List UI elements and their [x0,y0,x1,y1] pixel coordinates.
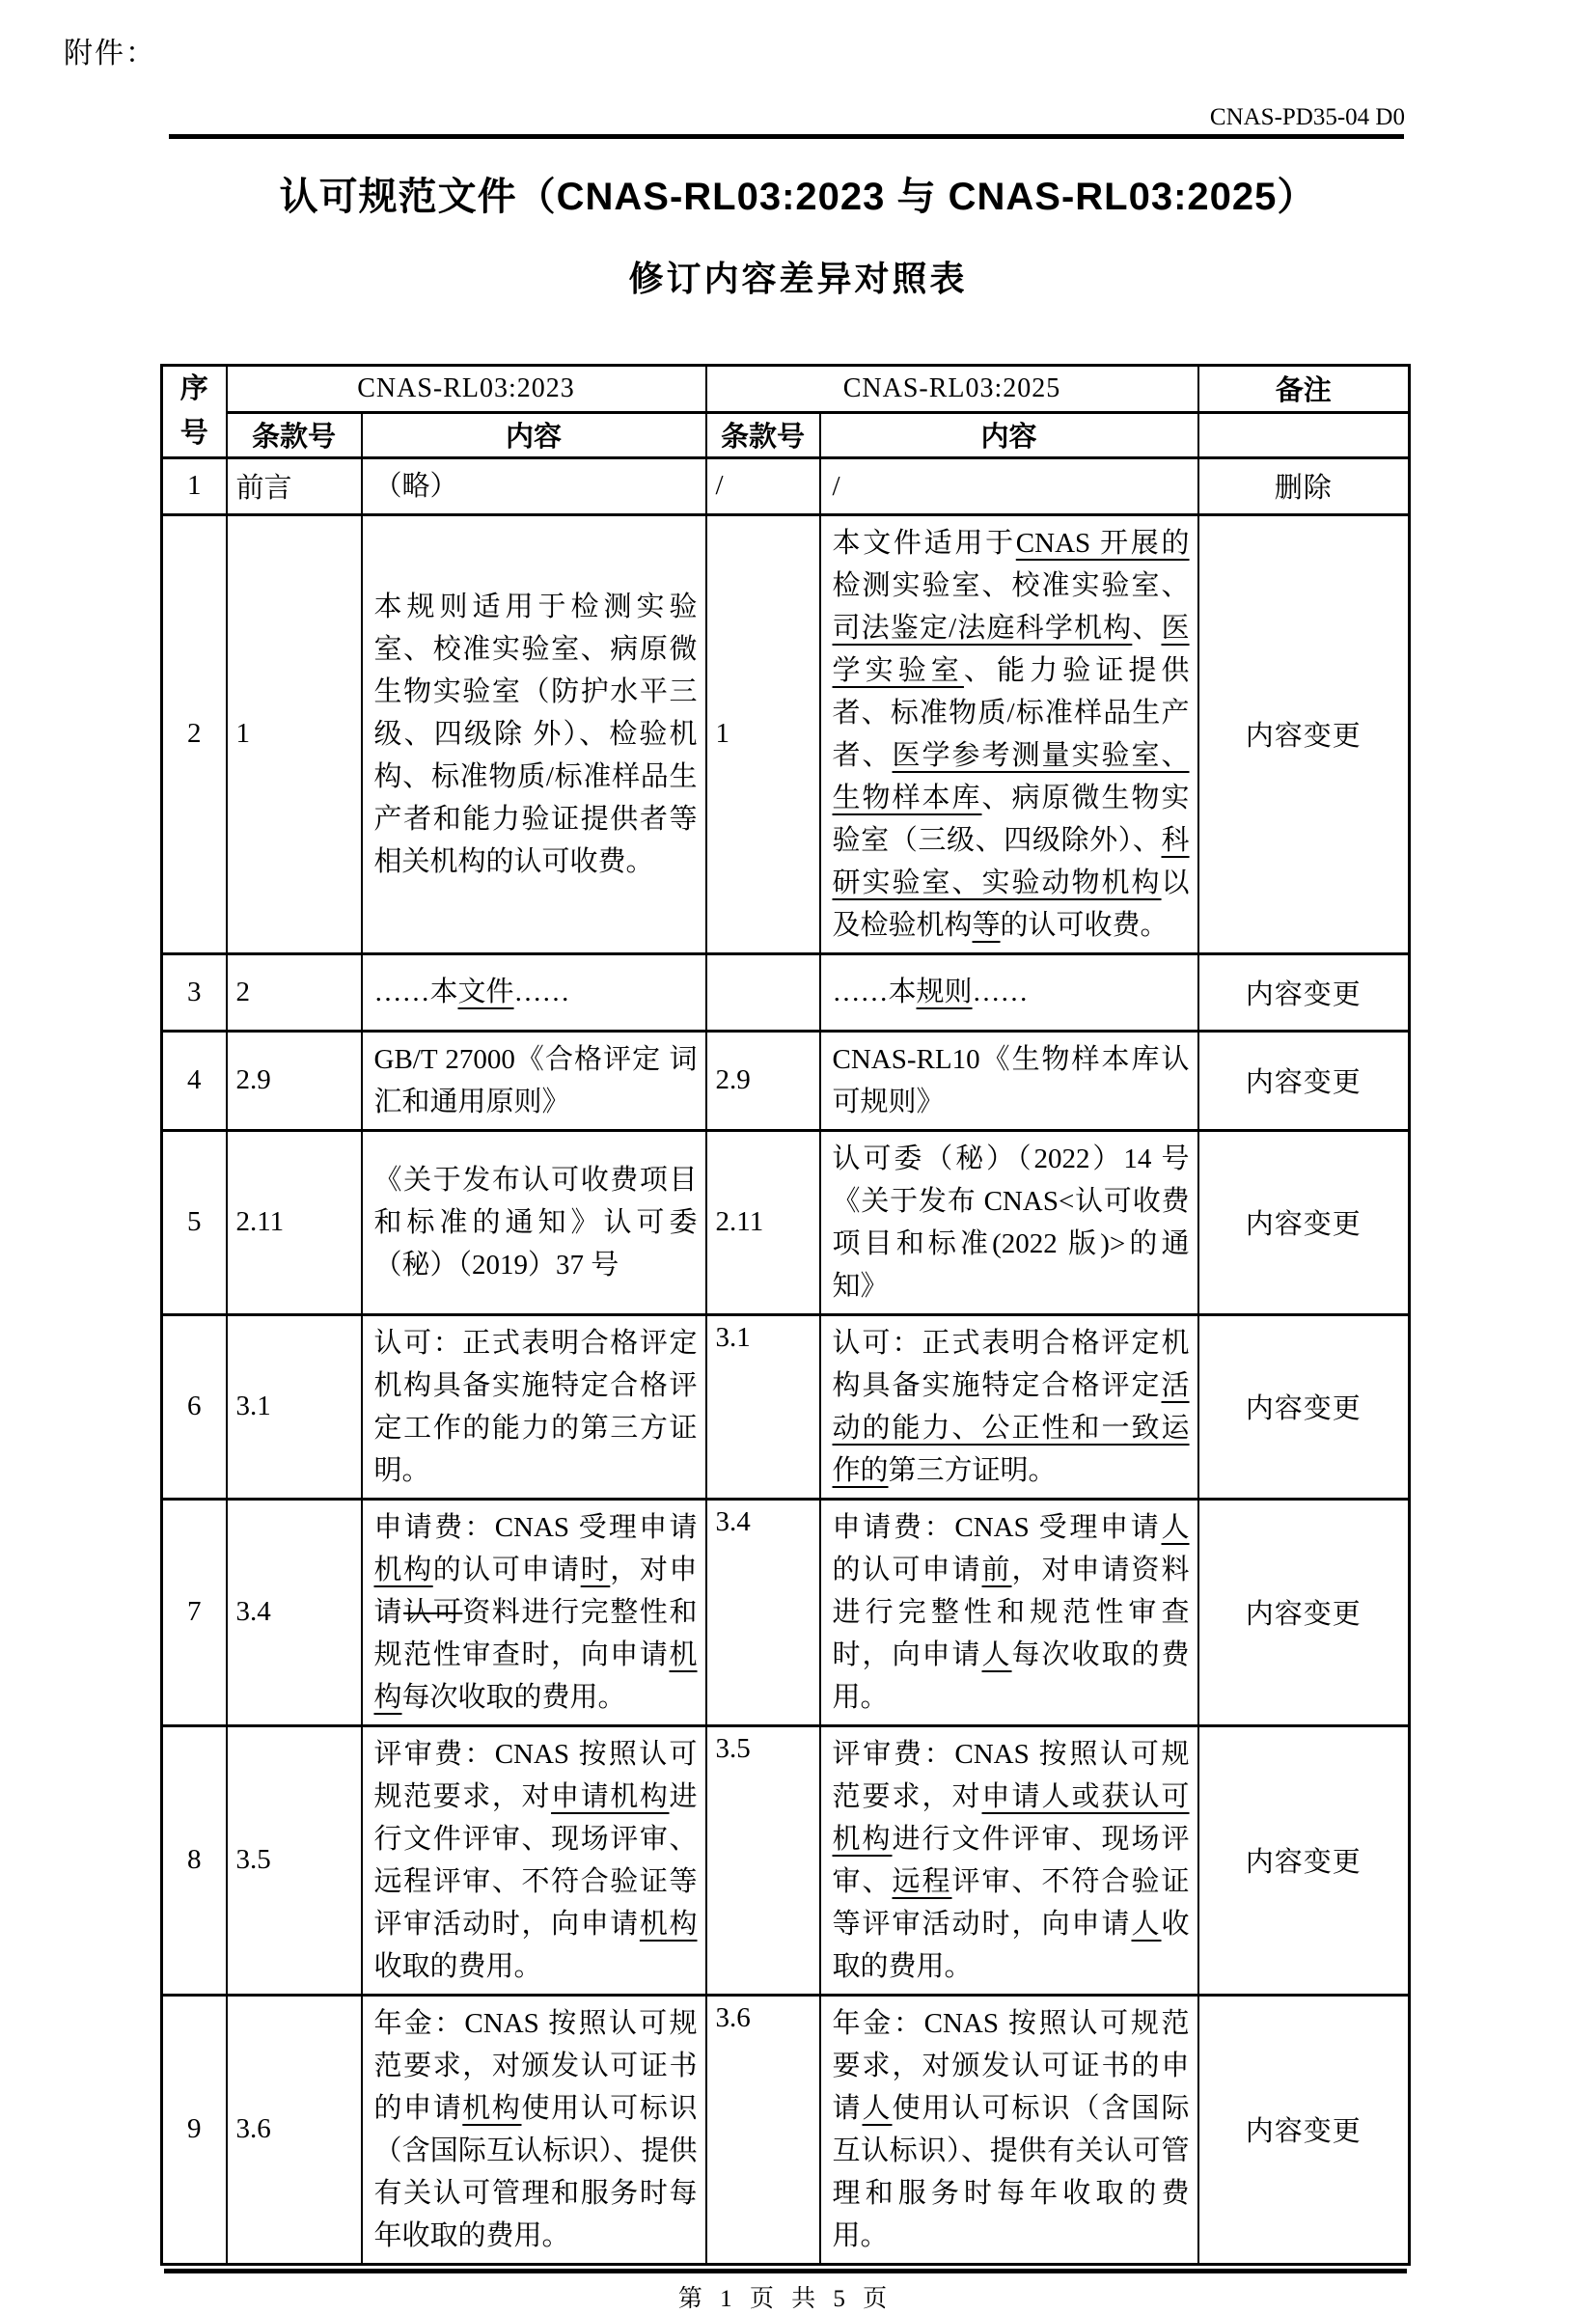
table-header-row-top [162,366,1410,413]
header-seq: 序号 [162,366,227,458]
clause-2025-cell: 1 [706,514,820,953]
table-row [162,953,1410,1031]
remark-cell: 内容变更 [1198,1499,1410,1725]
clause-2023-cell: 3.5 [227,1725,362,1995]
deleted-text: 认可 [403,1596,463,1628]
inserted-text: 人 [1131,1908,1162,1940]
table-row [162,514,1410,953]
clause-2023-cell: 3.6 [227,1995,362,2264]
header-remark-sub [1198,412,1410,457]
content-2025-cell [820,1031,1198,1130]
content-2025-cell [820,1995,1198,2264]
document-subtitle: 修订内容差异对照表 [628,259,968,298]
text-run: 使用认可标识（含国际互认标识）、提供有关认可管理和服务时每年收取的费用。 [832,2092,1190,2251]
text-run: 年金：CNAS 按照认可规范要求，对颁发认可证书的申请 [373,2007,698,2124]
text-run: 评审、不符合验证等评审活动时，向申请 [832,1865,1190,1940]
seq-cell: 9 [162,1995,227,2264]
text-run: 、 [1132,612,1162,644]
inserted-text: 前 [981,1554,1012,1585]
seq-cell: 1 [162,457,227,514]
diff-table-body [162,457,1410,2264]
footer-rule [164,2269,1407,2273]
remark-cell: 内容变更 [1198,1995,1410,2264]
clause-2025-cell: / [706,457,820,514]
inserted-text: 机构 [373,1554,433,1585]
text-run: 的认可申请 [432,1554,581,1585]
inserted-text: 机构 [639,1908,698,1940]
attachment-label: 附件： [64,38,156,69]
clause-2023-cell: 2 [227,953,362,1031]
text-run: ，对申请资料进行完整性和规范性审查时，向申请 [832,1554,1190,1670]
seq-cell: 5 [162,1130,227,1314]
table-header-row-sub [162,412,1410,457]
content-2023-cell [362,953,706,1031]
text-run: 检测实验室、校准实验室、 [832,569,1190,601]
content-2023-cell [362,1499,706,1725]
text-run: 认可委（秘）（2022）14 号《关于发布 CNAS<认可收费项目和标准(2022 版)>的通知》 [832,1143,1190,1302]
content-2023-cell [362,514,706,953]
clause-2023-cell: 3.1 [227,1314,362,1499]
clause-2023-cell: 2.9 [227,1031,362,1130]
content-2025-cell [820,953,1198,1031]
table-row [162,1314,1410,1499]
inserted-text: 科研实验室、实验动物机构 [832,824,1190,898]
text-run: 资料进行完整性和规范性审查时，向申请 [373,1596,698,1670]
inserted-text: 等 [972,909,1001,941]
clause-2023-cell: 前言 [227,457,362,514]
text-run: 使用认可标识（含国际互认标识）、提供有关认可管理和服务时每年收取的费用。 [373,2092,698,2251]
text-run: 的认可申请 [832,1554,982,1585]
text-run: GB/T 27000《合格评定 词汇和通用原则》 [373,1043,698,1117]
document-title: 认可规范文件（CNAS-RL03:2023 与 CNAS-RL03:2025） [279,176,1317,218]
inserted-text: 活动的能力、公正性和一致运作的 [832,1369,1190,1486]
content-2023-cell [362,1995,706,2264]
content-2025-cell [820,457,1198,514]
content-2025-cell [820,1130,1198,1314]
text-run: 申请费：CNAS 受理申请 [832,1511,1162,1543]
content-2025-cell [820,1314,1198,1499]
text-run: 、能力验证提供者、标准物质/标准样品生产者、 [832,654,1190,771]
inserted-text: 医学实验室 [832,612,1190,686]
header-content-2023: 内容 [362,412,706,457]
text-run: 的认可收费。 [1000,909,1169,941]
remark-cell: 删除 [1198,457,1410,514]
inserted-text: 人 [981,1639,1012,1670]
text-run: CNAS-RL10《生物样本库认可规则》 [832,1043,1190,1117]
table-row [162,457,1410,514]
header-clause-2023: 条款号 [227,412,362,457]
header-cnas-rl03-2023: CNAS-RL03:2023 [227,366,706,413]
seq-cell: 6 [162,1314,227,1499]
inserted-text: 申请机构 [551,1780,670,1812]
clause-2025-cell: 3.4 [706,1499,820,1725]
remark-cell: 内容变更 [1198,1130,1410,1314]
table-row [162,1499,1410,1725]
remark-cell: 内容变更 [1198,1314,1410,1499]
remark-cell: 内容变更 [1198,514,1410,953]
text-run: ……本 [832,977,917,1008]
text-run: 年金：CNAS 按照认可规范要求，对颁发认可证书的申请 [832,2007,1190,2124]
remark-cell: 内容变更 [1198,1725,1410,1995]
text-run: 评审费：CNAS 按照认可规范要求，对 [373,1738,698,1812]
text-run: 每次收取的费用。 [832,1639,1190,1713]
inserted-text: 医学参考测量实验室、生物样本库 [832,739,1190,813]
header-clause-2025: 条款号 [706,412,820,457]
seq-cell: 4 [162,1031,227,1130]
inserted-text: 文件 [457,977,514,1008]
seq-cell: 8 [162,1725,227,1995]
text-run: ，对申请 [373,1554,698,1628]
table-row [162,1725,1410,1995]
clause-2025-cell: 3.1 [706,1314,820,1499]
content-2023-cell [362,1031,706,1130]
text-run: 本规则适用于检测实验室、校准实验室、病原微生物实验室（防护水平三级、四级除 外）、检验机构、标准物质/标准样品生产者和能力验证提供者等相关机构的认可收费。 [373,591,698,877]
inserted-text: 机构 [373,1639,698,1713]
text-run: 进行文件评审、现场评审、远程评审、不符合验证等评审活动时，向申请 [373,1780,698,1940]
text-run: 申请费：CNAS 受理申请 [373,1511,698,1543]
clause-2025-cell: 2.9 [706,1031,820,1130]
content-2023-cell [362,457,706,514]
content-2023-cell [362,1130,706,1314]
content-2025-cell [820,1725,1198,1995]
text-run: 《关于发布认可收费项目和标准的通知》认可委（秘）（2019）37 号 [373,1164,698,1281]
clause-2025-cell: 3.5 [706,1725,820,1995]
content-2025-cell [820,1499,1198,1725]
inserted-text: 司法鉴定/法庭科学机构 [832,612,1133,644]
text-run: 每次收取的费用。 [401,1681,626,1713]
text-run: 评审费：CNAS 按照认可规范要求，对 [832,1738,1190,1812]
clause-2025-cell: 3.6 [706,1995,820,2264]
seq-cell: 7 [162,1499,227,1725]
table-row [162,1031,1410,1130]
inserted-text: 人 [862,2092,893,2124]
remark-cell: 内容变更 [1198,1031,1410,1130]
text-run: 认可：正式表明合格评定机构具备实施特定合格评定 [832,1327,1190,1401]
doc-code: CNAS-PD35-04 D0 [1209,104,1405,130]
inserted-text: 申请人或获认可机构 [832,1780,1190,1855]
text-run: 、病原微生物实验室（三级、四级除外）、 [832,782,1190,856]
inserted-text: 远程 [892,1865,952,1897]
clause-2023-cell: 3.4 [227,1499,362,1725]
header-remark: 备注 [1198,366,1410,413]
text-run: 认可：正式表明合格评定机构具备实施特定合格评定工作的能力的第三方证明。 [373,1327,698,1486]
text-run: 以及检验机构 [832,867,1190,941]
text-run: / [832,470,840,502]
text-run: （略） [373,470,458,502]
clause-2025-cell: 2.11 [706,1130,820,1314]
clause-2023-cell: 1 [227,514,362,953]
content-2023-cell [362,1725,706,1995]
header-content-2025: 内容 [820,412,1198,457]
text-run: 进行文件评审、现场评审、 [832,1823,1190,1897]
document-header [164,0,1407,139]
table-row [162,1130,1410,1314]
content-2025-cell [820,514,1198,953]
inserted-text: 机构 [462,2092,522,2124]
inserted-text: 时 [580,1554,611,1585]
content-2023-cell [362,1314,706,1499]
seq-cell: 2 [162,514,227,953]
diff-table [160,364,1411,2266]
text-run: ……本 [373,977,458,1008]
text-run: 收取的费用。 [373,1950,542,1982]
page-footer: 第 1 页 共 5 页 [677,2285,894,2312]
remark-cell: 内容变更 [1198,953,1410,1031]
text-run: 第三方证明。 [888,1454,1057,1486]
inserted-text: 人 [1161,1511,1190,1543]
header-cnas-rl03-2025: CNAS-RL03:2025 [706,366,1198,413]
text-run: …… [513,977,570,1008]
clause-2023-cell: 2.11 [227,1130,362,1314]
text-run: 本文件适用于 [832,527,1016,559]
inserted-text: CNAS 开展的 [1015,527,1190,559]
table-row [162,1995,1410,2264]
inserted-text: 规则 [916,977,973,1008]
text-run: 收取的费用。 [832,1908,1190,1982]
text-run: …… [972,977,1029,1008]
clause-2025-cell [706,953,820,1031]
seq-cell: 3 [162,953,227,1031]
header-rule [169,134,1404,139]
